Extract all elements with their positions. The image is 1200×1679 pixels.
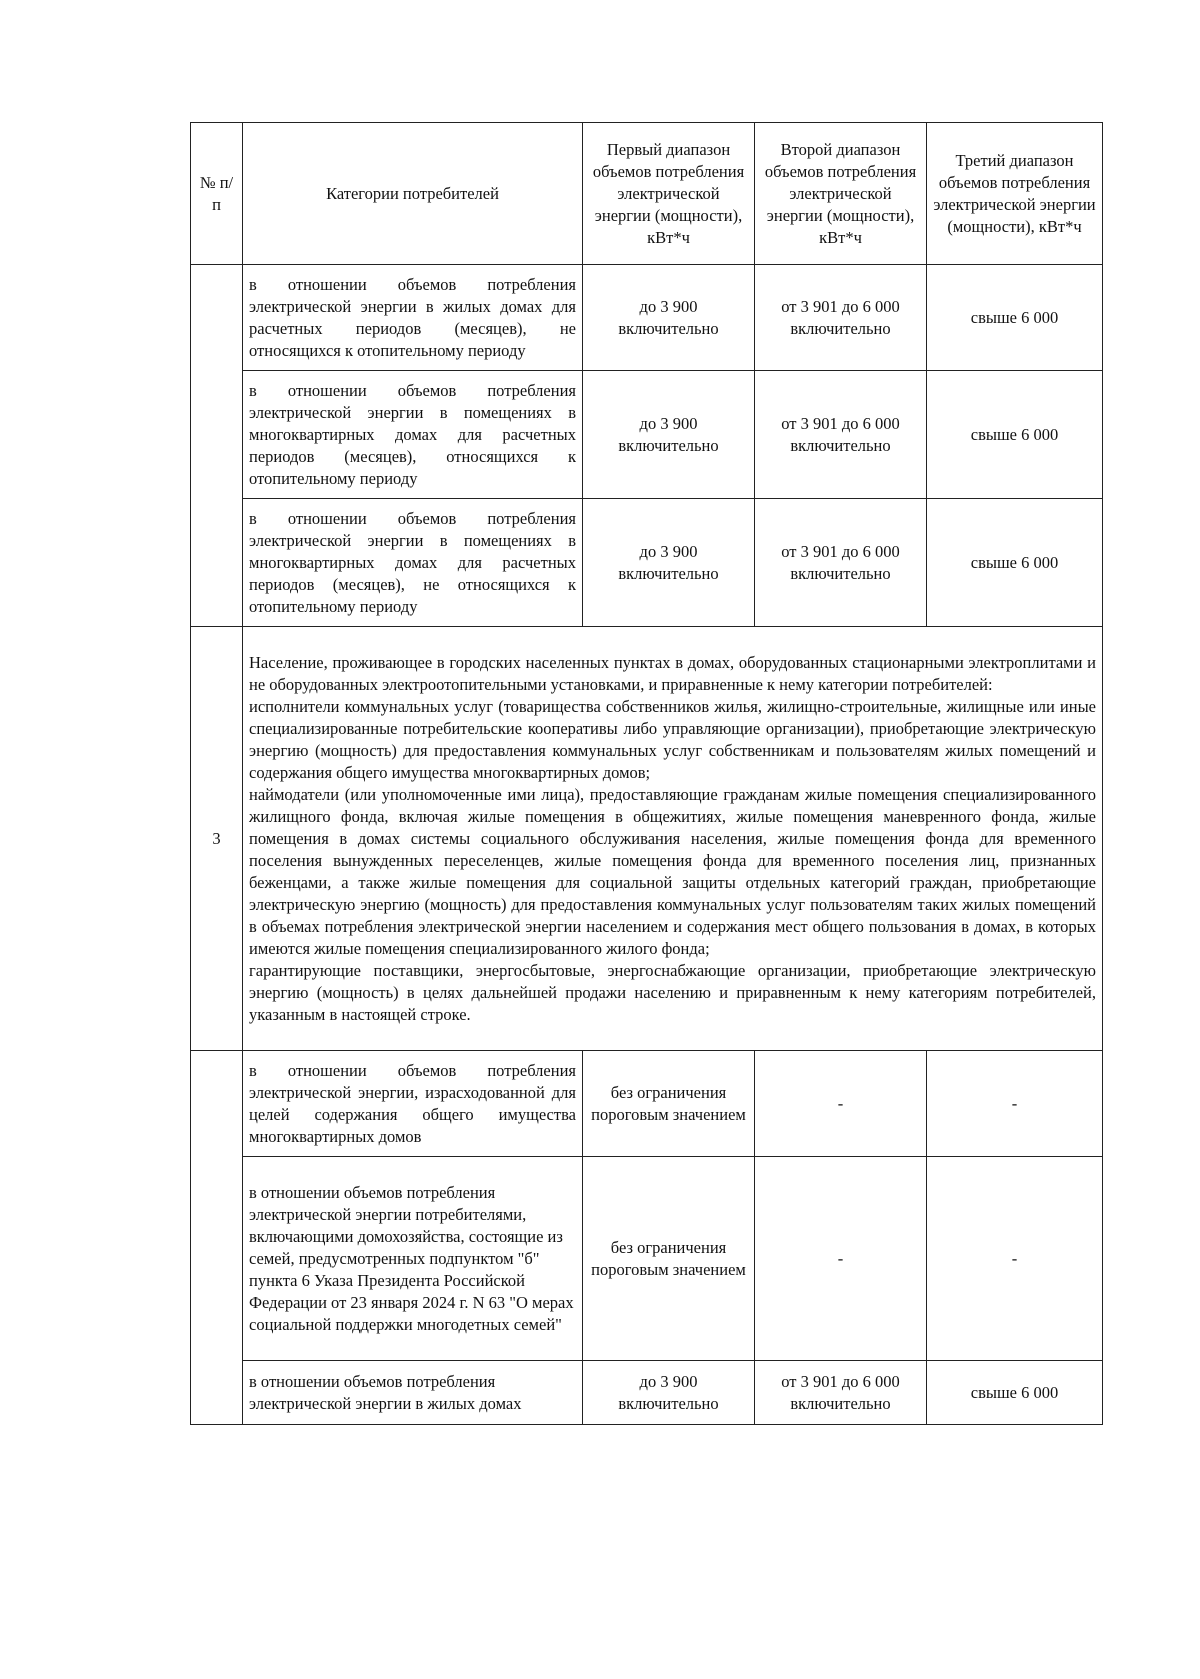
range2-value: -	[755, 1157, 927, 1361]
header-category: Категории потребителей	[243, 123, 583, 265]
header-num: № п/п	[191, 123, 243, 265]
table-row	[191, 1051, 1103, 1157]
table-row	[191, 371, 1103, 499]
section-3-paragraph: Население, проживающее в городских населенных пунктах в домах, оборудованных стационарными электроплитами и не оборудованных электроотопительными установками, и приравненные к нему категории потребителей:	[249, 652, 1096, 694]
range1-value: без ограничения пороговым значением	[583, 1051, 755, 1157]
table-row	[191, 265, 1103, 371]
section-3-paragraph: наймодатели (или уполномоченные ими лица), предоставляющие гражданам жилые помещения специализированного жилищного фонда, включая жилые помещения в общежитиях, жилые помещения маневренного фонда, жилые помещения в домах системы социального обслуживания населения, жилые помещения фонда для временного поселения вынужденных переселенцев, жилые помещения фонда для временного поселения лиц, признанных беженцами, а также жилые помещения для социальной защиты отдельных категорий граждан, приобретающие электрическую энергию (мощность) для предоставления коммунальных услуг пользователям таких жилых помещений в объемах потребления электрической энергии населением и содержания мест общего пользования в домах, в которых имеются жилые помещения специализированного жилого фонда;	[249, 784, 1096, 958]
range3-value: свыше 6 000	[927, 265, 1103, 371]
range3-value: свыше 6 000	[927, 499, 1103, 627]
range2-value: от 3 901 до 6 000 включительно	[755, 371, 927, 499]
range3-value: -	[927, 1051, 1103, 1157]
range2-value: -	[755, 1051, 927, 1157]
range2-value: от 3 901 до 6 000 включительно	[755, 1361, 927, 1425]
table-row	[191, 1157, 1103, 1361]
table-row	[191, 1361, 1103, 1425]
range2-value: от 3 901 до 6 000 включительно	[755, 499, 927, 627]
row-description: в отношении объемов потребления электрической энергии в жилых домах	[243, 1361, 583, 1425]
header-range2: Второй диапазон объемов потребления электрической энергии (мощности), кВт*ч	[755, 123, 927, 265]
row-num-empty	[191, 1051, 243, 1425]
range1-value: до 3 900 включительно	[583, 265, 755, 371]
range3-value: свыше 6 000	[927, 1361, 1103, 1425]
tariff-table	[190, 122, 1103, 1425]
range2-value: от 3 901 до 6 000 включительно	[755, 265, 927, 371]
range3-value: свыше 6 000	[927, 371, 1103, 499]
section-3-description	[243, 627, 1103, 1051]
range1-value: до 3 900 включительно	[583, 499, 755, 627]
range1-value: до 3 900 включительно	[583, 1361, 755, 1425]
section-3-paragraph: гарантирующие поставщики, энергосбытовые, энергоснабжающие организации, приобретающие электрическую энергию (мощность) в целях дальнейшей продажи населению и приравненным к нему категориям потребителей, указанным в настоящей строке.	[249, 960, 1096, 1024]
range3-value: -	[927, 1157, 1103, 1361]
row-num-empty	[191, 265, 243, 627]
row-description: в отношении объемов потребления электрической энергии, израсходованной для целей содержания общего имущества многоквартирных домов	[243, 1051, 583, 1157]
section-3-num: 3	[191, 627, 243, 1051]
table-row	[191, 499, 1103, 627]
row-description: в отношении объемов потребления электрической энергии в помещениях в многоквартирных домах для расчетных периодов (месяцев), относящихся к отопительному периоду	[243, 371, 583, 499]
range1-value: без ограничения пороговым значением	[583, 1157, 755, 1361]
header-row	[191, 123, 1103, 265]
section-3-row	[191, 627, 1103, 1051]
header-range3: Третий диапазон объемов потребления электрической энергии (мощности), кВт*ч	[927, 123, 1103, 265]
section-3-paragraph: исполнители коммунальных услуг (товарищества собственников жилья, жилищно-строительные, жилищные или иные специализированные потребительские кооперативы либо управляющие организации), приобретающие электрическую энергию (мощность) для предоставления коммунальных услуг собственникам и пользователям жилых помещений и содержания общего имущества многоквартирных домов;	[249, 696, 1096, 782]
row-description: в отношении объемов потребления электрической энергии в жилых домах для расчетных периодов (месяцев), не относящихся к отопительному периоду	[243, 265, 583, 371]
row-description: в отношении объемов потребления электрической энергии в помещениях в многоквартирных домах для расчетных периодов (месяцев), не относящихся к отопительному периоду	[243, 499, 583, 627]
row-description: в отношении объемов потребления электрической энергии потребителями, включающими домохозяйства, состоящие из семей, предусмотренных подпунктом "б" пункта 6 Указа Президента Российской Федерации от 23 января 2024 г. N 63 "О мерах социальной поддержки многодетных семей"	[243, 1157, 583, 1361]
header-range1: Первый диапазон объемов потребления электрической энергии (мощности), кВт*ч	[583, 123, 755, 265]
range1-value: до 3 900 включительно	[583, 371, 755, 499]
